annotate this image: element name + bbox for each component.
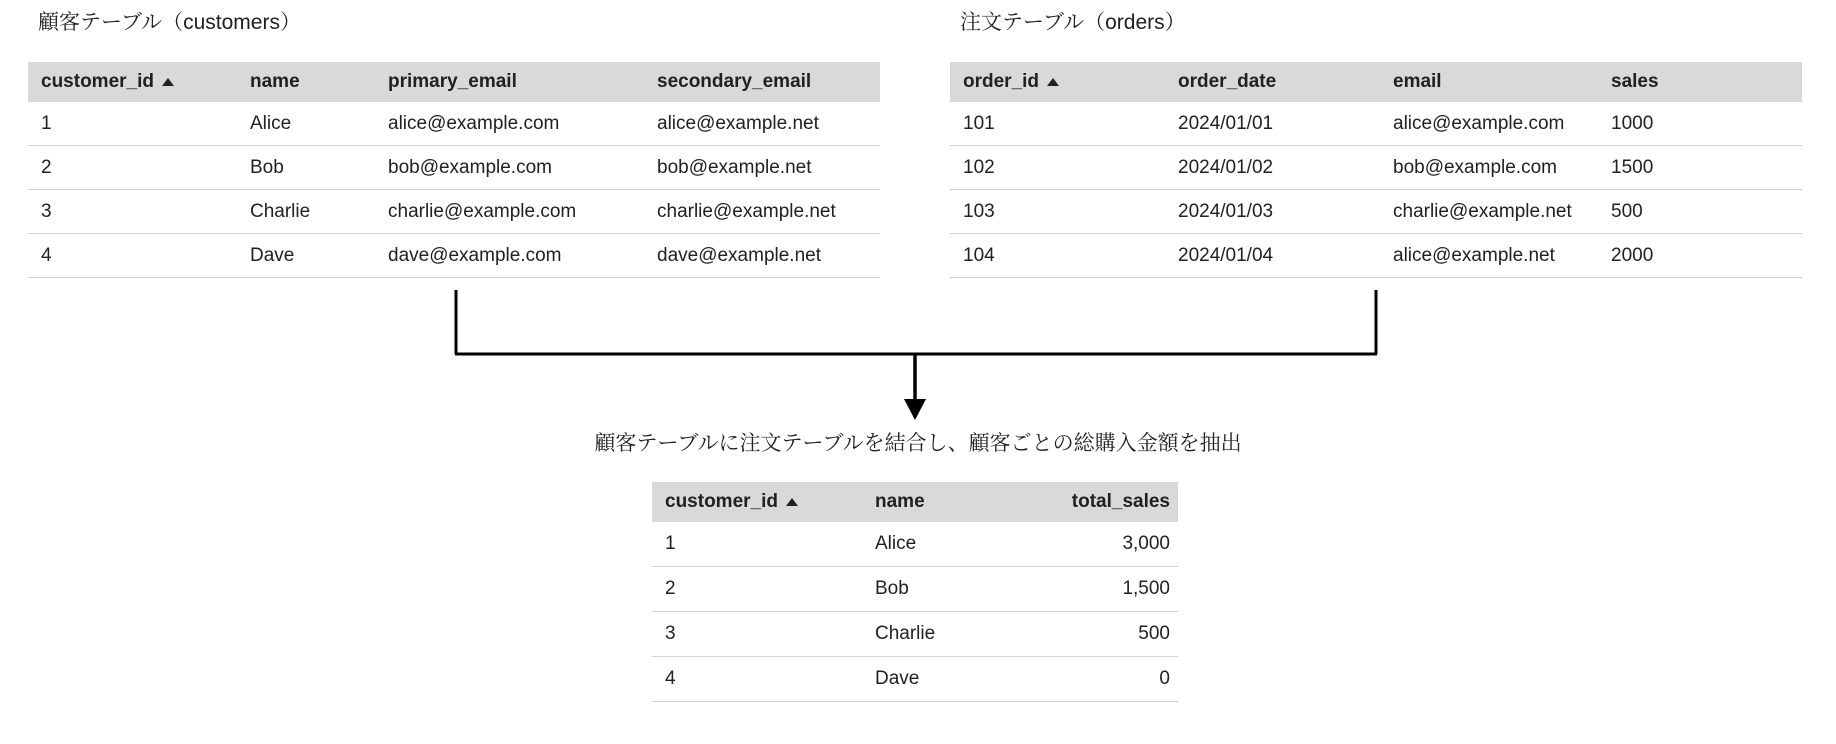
table-row xyxy=(28,146,880,190)
cell-total-sales: 0 xyxy=(998,657,1178,702)
column-header-total-sales[interactable]: total_sales xyxy=(998,482,1178,522)
sort-ascending-icon xyxy=(786,498,798,506)
column-header-order-id[interactable] xyxy=(950,62,1165,102)
cell-customer-id: 4 xyxy=(652,657,862,702)
cell-order-date: 2024/01/03 xyxy=(1165,190,1380,234)
cell-name: Charlie xyxy=(862,612,998,657)
table-row xyxy=(28,190,880,234)
cell-customer-id: 2 xyxy=(652,567,862,612)
column-header-name[interactable]: name xyxy=(862,482,998,522)
cell-secondary-email: alice@example.net xyxy=(644,102,880,146)
table-row xyxy=(28,102,880,146)
column-header-secondary-email[interactable]: secondary_email xyxy=(644,62,880,102)
table-row xyxy=(28,234,880,278)
cell-total-sales: 500 xyxy=(998,612,1178,657)
cell-customer-id: 4 xyxy=(28,234,237,278)
cell-name: Alice xyxy=(862,522,998,567)
cell-email: charlie@example.net xyxy=(1380,190,1598,234)
cell-primary-email: bob@example.com xyxy=(375,146,644,190)
cell-customer-id: 1 xyxy=(652,522,862,567)
table-row xyxy=(652,567,1178,612)
table-row xyxy=(950,102,1802,146)
orders-table xyxy=(950,62,1802,278)
column-label: customer_id xyxy=(665,491,778,512)
cell-name: Alice xyxy=(237,102,375,146)
column-header-sales[interactable]: sales xyxy=(1598,62,1802,102)
cell-name: Bob xyxy=(237,146,375,190)
cell-email: alice@example.com xyxy=(1380,102,1598,146)
column-header-customer-id[interactable] xyxy=(652,482,862,522)
cell-customer-id: 2 xyxy=(28,146,237,190)
orders-table-header xyxy=(950,62,1802,102)
join-caption: 顧客テーブルに注文テーブルを結合し、顧客ごとの総購入金額を抽出 xyxy=(594,432,1242,455)
cell-email: bob@example.com xyxy=(1380,146,1598,190)
cell-name: Charlie xyxy=(237,190,375,234)
header-row xyxy=(950,62,1802,102)
cell-order-id: 102 xyxy=(950,146,1165,190)
arrowhead-down-icon xyxy=(904,399,926,420)
column-label: order_id xyxy=(963,71,1040,92)
cell-order-id: 104 xyxy=(950,234,1165,278)
cell-secondary-email: bob@example.net xyxy=(644,146,880,190)
header-row xyxy=(652,482,1178,522)
table-row xyxy=(652,522,1178,567)
cell-order-date: 2024/01/04 xyxy=(1165,234,1380,278)
cell-order-id: 101 xyxy=(950,102,1165,146)
join-connector-arrow xyxy=(445,285,1395,425)
cell-secondary-email: charlie@example.net xyxy=(644,190,880,234)
column-header-primary-email[interactable]: primary_email xyxy=(375,62,644,102)
cell-total-sales: 1,500 xyxy=(998,567,1178,612)
column-header-email[interactable]: email xyxy=(1380,62,1598,102)
column-label: customer_id xyxy=(41,71,154,92)
cell-name: Dave xyxy=(862,657,998,702)
table-row xyxy=(950,234,1802,278)
customers-table-header xyxy=(28,62,880,102)
customers-table-title: 顧客テーブル（customers） xyxy=(38,11,301,34)
sort-ascending-icon xyxy=(162,78,174,86)
orders-table-title: 注文テーブル（orders） xyxy=(960,11,1186,34)
customers-table xyxy=(28,62,880,278)
column-header-name[interactable]: name xyxy=(237,62,375,102)
cell-email: alice@example.net xyxy=(1380,234,1598,278)
cell-sales: 2000 xyxy=(1598,234,1802,278)
cell-secondary-email: dave@example.net xyxy=(644,234,880,278)
table-row xyxy=(950,146,1802,190)
cell-order-date: 2024/01/01 xyxy=(1165,102,1380,146)
cell-sales: 1000 xyxy=(1598,102,1802,146)
cell-customer-id: 3 xyxy=(28,190,237,234)
cell-primary-email: charlie@example.com xyxy=(375,190,644,234)
result-table-header xyxy=(652,482,1178,522)
cell-primary-email: alice@example.com xyxy=(375,102,644,146)
cell-customer-id: 1 xyxy=(28,102,237,146)
cell-total-sales: 3,000 xyxy=(998,522,1178,567)
table-row xyxy=(652,657,1178,702)
table-row xyxy=(950,190,1802,234)
cell-customer-id: 3 xyxy=(652,612,862,657)
result-table xyxy=(652,482,1178,702)
column-header-order-date[interactable]: order_date xyxy=(1165,62,1380,102)
cell-sales: 500 xyxy=(1598,190,1802,234)
cell-sales: 1500 xyxy=(1598,146,1802,190)
cell-order-id: 103 xyxy=(950,190,1165,234)
sort-ascending-icon xyxy=(1047,78,1059,86)
column-header-customer-id[interactable] xyxy=(28,62,237,102)
cell-order-date: 2024/01/02 xyxy=(1165,146,1380,190)
cell-name: Dave xyxy=(237,234,375,278)
table-row xyxy=(652,612,1178,657)
cell-name: Bob xyxy=(862,567,998,612)
cell-primary-email: dave@example.com xyxy=(375,234,644,278)
header-row xyxy=(28,62,880,102)
